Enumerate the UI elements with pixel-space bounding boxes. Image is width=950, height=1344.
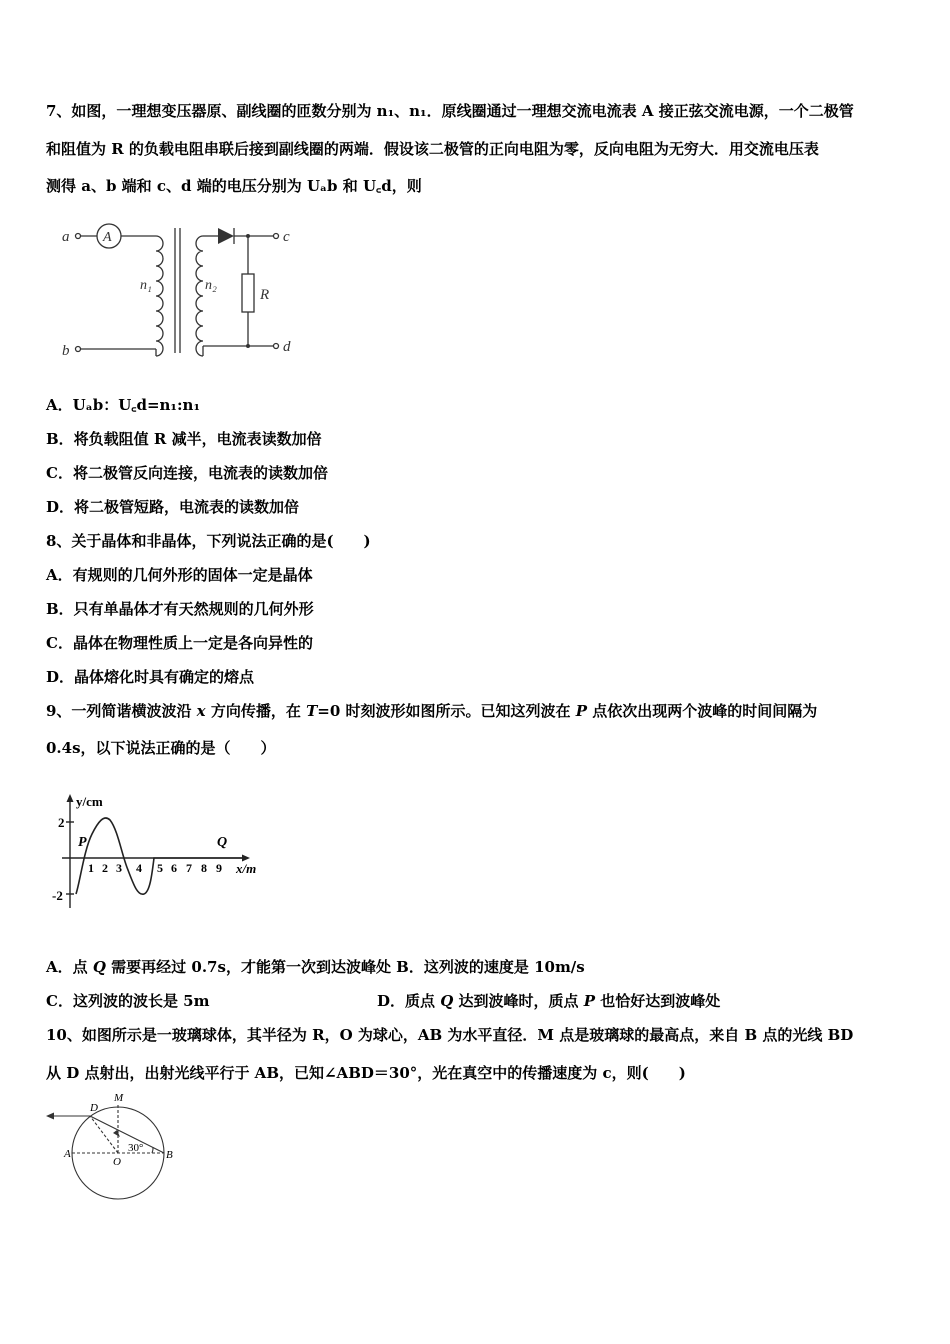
glass-sphere-figure [40, 1090, 190, 1205]
x-tick-5: 5 [157, 861, 163, 875]
terminal-a-label: a [62, 229, 70, 245]
secondary-coil [196, 236, 203, 356]
point-m-label: M [114, 1092, 124, 1104]
q7-stem-line2: 和阻值为 R 的负载电阻串联后接到副线圈的两端．假设该二极管的正向电阻为零，反向电阻为无穷大．用交流电压表 [46, 140, 819, 158]
ammeter-label: A [103, 230, 112, 245]
q10-stem-line1: 10、如图所示是一玻璃球体，其半径为 R，O 为球心，AB 为水平直径．M 点是玻璃球的最高点，来自 B 点的光线 BD [46, 1026, 854, 1044]
q8-stem: 8、关于晶体和非晶体，下列说法正确的是( ) [46, 532, 371, 550]
terminal-b-label: b [62, 343, 70, 359]
angle-label: 30° [128, 1142, 144, 1154]
q9-option-a-b: A．点 Q 需要再经过 0.7s，才能第一次到达波峰处 B．这列波的速度是 10m/s [46, 958, 585, 976]
y-axis-arrow-icon [67, 794, 74, 802]
terminal-c-label: c [283, 229, 290, 245]
x-tick-2: 2 [102, 861, 108, 875]
point-a-label: A [64, 1148, 71, 1160]
diode-symbol [218, 228, 234, 244]
q7-option-a: A．Uₐb：U꜀d=n₁:n₁ [46, 396, 201, 414]
x-axis-label: x/m [236, 861, 257, 876]
wave-graph-figure [50, 790, 270, 915]
q8-option-b: B．只有单晶体才有天然规则的几何外形 [46, 600, 314, 618]
q9-option-c: C．这列波的波长是 5m [46, 992, 210, 1010]
radius-od [90, 1116, 118, 1153]
point-p-label: P [78, 835, 87, 850]
exit-ray-arrow-icon [46, 1113, 54, 1120]
x-tick-6: 6 [171, 861, 177, 875]
q8-option-d: D．晶体熔化时具有确定的熔点 [46, 668, 255, 686]
q9-option-d: D．质点 Q 达到波峰时，质点 P 也恰好达到波峰处 [377, 992, 721, 1010]
q7-option-d: D．将二极管短路，电流表的读数加倍 [46, 498, 300, 516]
transformer-circuit-figure [58, 216, 308, 366]
x-tick-7: 7 [186, 861, 192, 875]
q9-stem-line2: 0.4s，以下说法正确的是（ ） [46, 739, 276, 757]
q8-option-a: A．有规则的几何外形的固体一定是晶体 [46, 566, 313, 584]
point-b-label: B [166, 1149, 173, 1161]
q10-stem-line2: 从 D 点射出，出射光线平行于 AB，已知∠ABD＝30°，光在真空中的传播速度为 c，则( ) [46, 1064, 686, 1082]
primary-coil [156, 236, 163, 356]
y-tick-2: 2 [58, 815, 65, 830]
point-d-label: D [90, 1102, 98, 1114]
x-tick-4: 4 [136, 861, 142, 875]
n1-label: n₁ [140, 278, 152, 293]
waveform-curve [76, 818, 245, 894]
resistor-label: R [260, 287, 270, 303]
terminal-d-label: d [283, 339, 291, 355]
n2-label: n₂ [205, 278, 217, 293]
point-q-label: Q [217, 835, 228, 850]
point-o-label: O [113, 1156, 121, 1168]
x-tick-3: 3 [116, 861, 122, 875]
x-tick-8: 8 [201, 861, 207, 875]
x-tick-1: 1 [88, 861, 94, 875]
q7-option-b: B．将负载阻值 R 减半，电流表读数加倍 [46, 430, 322, 448]
y-axis-label: y/cm [76, 794, 103, 809]
resistor-symbol [242, 274, 254, 312]
q8-option-c: C．晶体在物理性质上一定是各向异性的 [46, 634, 313, 652]
q7-option-c: C．将二极管反向连接，电流表的读数加倍 [46, 464, 328, 482]
q7-stem-line1: 7、如图，一理想变压器原、副线圈的匝数分别为 n₁、n₁．原线圈通过一理想交流电流表 A 接正弦交流电源，一个二极管 [46, 102, 854, 120]
q9-stem-line1: 9、一列简谐横波波沿 x 方向传播，在 T=0 时刻波形如图所示。已知这列波在 P 点依次出现两个波峰的时间间隔为 [46, 702, 818, 720]
q7-stem-line3: 测得 a、b 端和 c、d 端的电压分别为 Uₐb 和 U꜀d，则 [46, 177, 422, 195]
y-tick-neg2: -2 [52, 888, 63, 903]
x-tick-9: 9 [216, 861, 222, 875]
